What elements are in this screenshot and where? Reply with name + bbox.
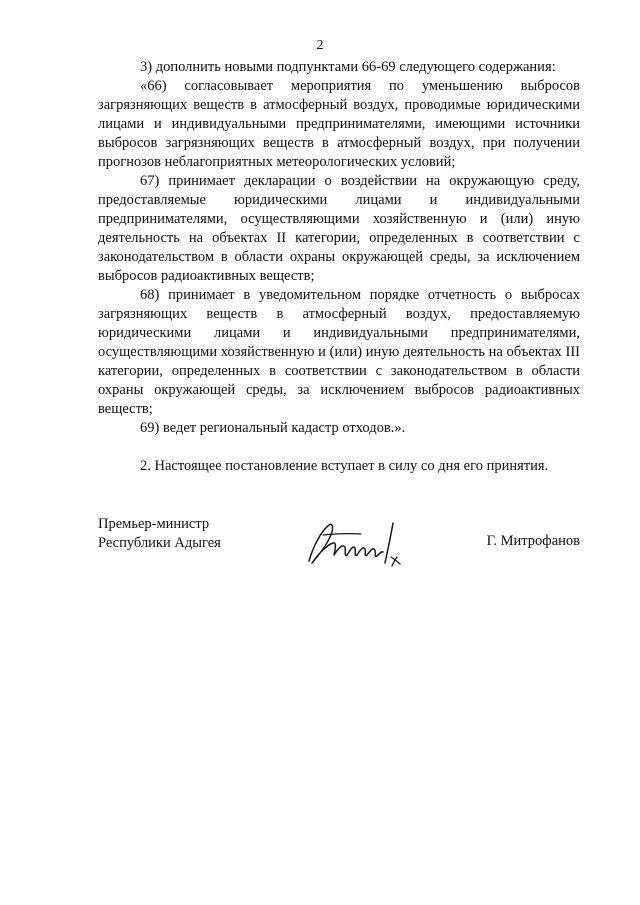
handwritten-signature xyxy=(303,517,413,573)
paragraph-amendment-intro: 3) дополнить новыми подпунктами 66-69 следующего содержания: xyxy=(140,59,556,75)
signer-title xyxy=(98,515,221,553)
signature-block xyxy=(98,515,580,575)
paragraph-item-66: «66) согласовывает мероприятия по уменьшению выбросов загрязняющих веществ в атмосферный воздух, проводимые юридическими лицами и индивидуальными предпринимателями, имеющими источники выбросов загрязняющих веществ в атмосферный воздух, при получении прогнозов неблагоприятных метеорологических условий; xyxy=(98,78,580,170)
document-body xyxy=(98,58,580,476)
signer-name: Г. Митрофанов xyxy=(486,533,580,549)
page-number: 2 xyxy=(316,38,324,53)
paragraph-item-69: 69) ведет региональный кадастр отходов.». xyxy=(140,420,406,436)
paragraph-item-68: 68) принимает в уведомительном порядке отчетность о выбросах загрязняющих веществ в атмосферный воздух, предоставляемую юридическими лицами и индивидуальными предпринимателями, осуществляющими хозяйственную и (или) иную деятельность на объектах III категории, определенных в соответствии с законодательством в области охраны окружающей среды, за исключением выбросов радиоактивных веществ; xyxy=(98,287,580,417)
paragraph-item-67: 67) принимает декларации о воздействии на окружающую среду, предоставляемые юридическими лицами и индивидуальными предпринимателями, осуществляющими хозяйственную и (или) иную деятельность на объектах II категории, определенных в соответствии с законодательством в области охраны окружающей среды, за исключением выбросов радиоактивных веществ; xyxy=(98,173,580,284)
signer-region: Республики Адыгея xyxy=(98,535,221,551)
signer-position: Премьер-министр xyxy=(98,516,210,532)
paragraph-effective-date: 2. Настоящее постановление вступает в силу со дня его принятия. xyxy=(140,458,549,474)
